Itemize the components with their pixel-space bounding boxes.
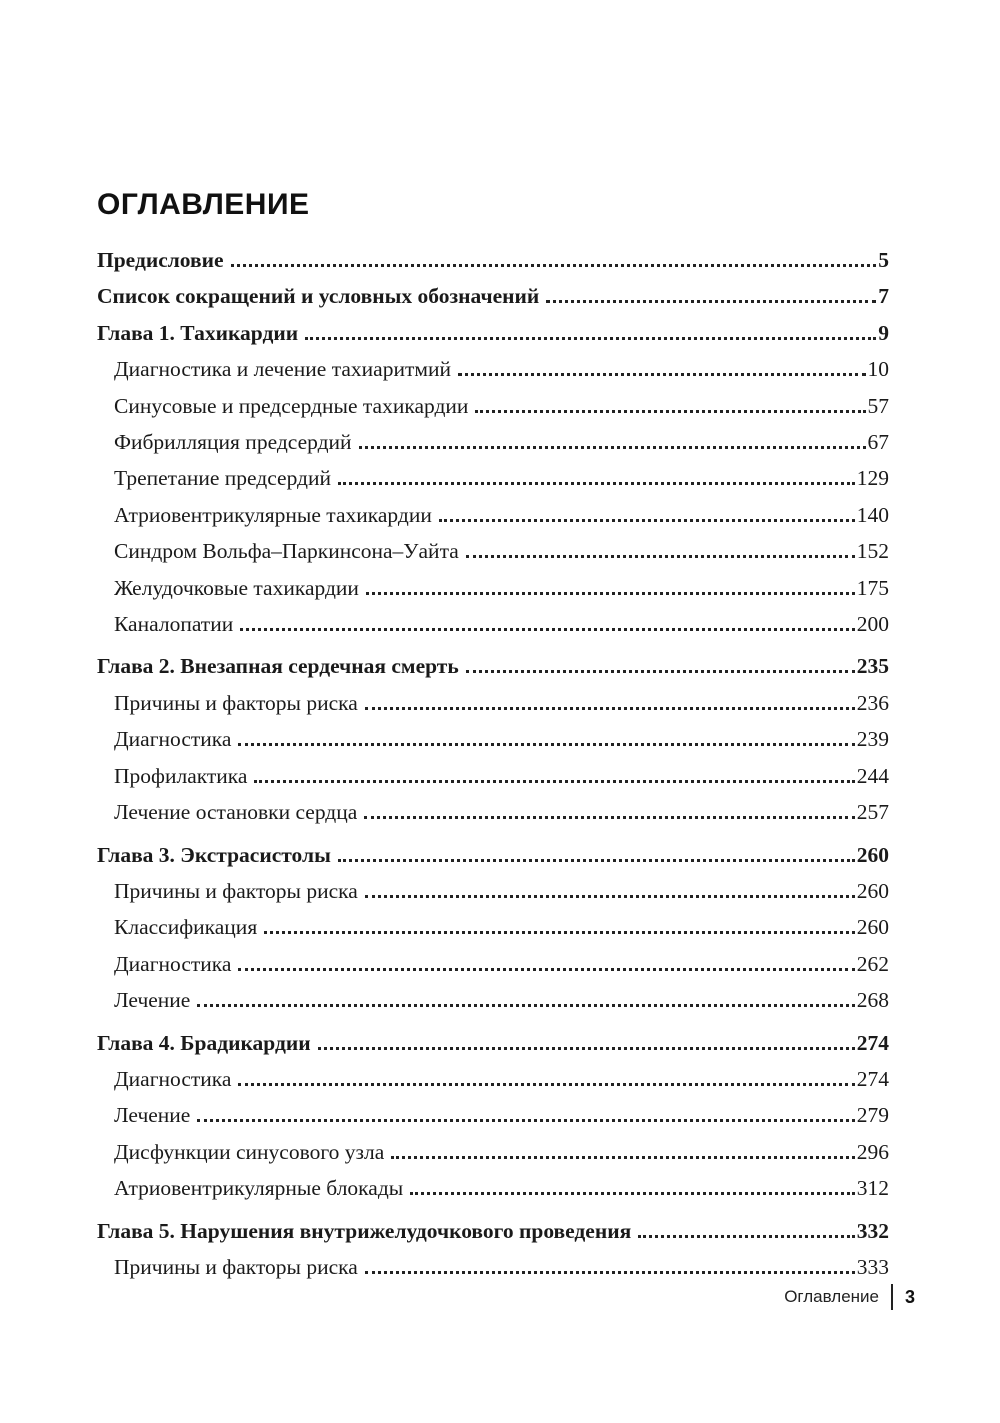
dot-leader <box>238 743 854 746</box>
toc-entry-label: Причины и факторы риска <box>114 878 358 903</box>
dot-leader <box>254 780 854 783</box>
toc-entry-label: Трепетание предсердий <box>114 466 332 491</box>
toc-entry-page: 332 <box>856 1218 889 1243</box>
toc-entry-label: Диагностика <box>114 727 232 752</box>
toc-entry-page: 140 <box>856 502 889 527</box>
dot-leader <box>366 592 855 595</box>
toc-entry-page: 236 <box>856 690 889 715</box>
toc-entry <box>97 1025 889 1061</box>
toc-entry <box>97 570 889 606</box>
toc-entry-page: 274 <box>856 1030 889 1055</box>
toc-entry-label: Фибрилляция предсердий <box>114 430 352 455</box>
page-footer <box>784 1283 915 1311</box>
toc-entry-label: Глава 2. Внезапная сердечная смерть <box>97 654 459 679</box>
toc-entry-label: Каналопатии <box>114 612 234 637</box>
toc-entry-page: 296 <box>856 1139 889 1164</box>
page-title: ОГЛАВЛЕНИЕ <box>97 188 310 221</box>
footer-page-number: 3 <box>904 1286 915 1307</box>
toc-entry <box>97 1170 889 1206</box>
dot-leader <box>466 670 855 673</box>
dot-leader <box>359 446 866 449</box>
toc-entry-page: 274 <box>856 1066 889 1091</box>
toc-entry <box>97 873 889 909</box>
toc-entry <box>97 278 889 314</box>
toc-entry <box>97 1097 889 1133</box>
dot-leader <box>458 373 866 376</box>
toc-entry-label: Глава 3. Экстрасистолы <box>97 842 331 867</box>
toc-entry <box>97 497 889 533</box>
toc-entry-page: 312 <box>856 1176 889 1201</box>
toc-entry <box>97 909 889 945</box>
toc-entry-label: Профилактика <box>114 763 248 788</box>
toc-entry <box>97 424 889 460</box>
toc-entry <box>97 533 889 569</box>
dot-leader <box>475 410 865 413</box>
toc-entry-page: 152 <box>856 539 889 564</box>
toc-entry-page: 279 <box>856 1103 889 1128</box>
toc-entry-label: Дисфункции синусового узла <box>114 1139 385 1164</box>
footer-divider <box>891 1284 893 1310</box>
dot-leader <box>365 895 855 898</box>
toc-entry <box>97 982 889 1018</box>
toc-entry-label: Атриовентрикулярные блокады <box>114 1176 404 1201</box>
toc-entry-label: Глава 4. Брадикардии <box>97 1030 311 1055</box>
toc-entry <box>97 758 889 794</box>
toc-entry-label: Причины и факторы риска <box>114 690 358 715</box>
dot-leader <box>466 555 855 558</box>
toc-entry-page: 262 <box>856 951 889 976</box>
toc-entry-page: 257 <box>856 800 889 825</box>
dot-leader <box>231 264 877 267</box>
dot-leader <box>391 1156 855 1159</box>
toc-entry-page: 67 <box>867 430 889 455</box>
toc-entry-label: Диагностика и лечение тахиаритмий <box>114 357 451 382</box>
dot-leader <box>365 1271 855 1274</box>
toc-entry-page: 10 <box>867 357 889 382</box>
toc-entry-label: Глава 1. Тахикардии <box>97 320 299 345</box>
toc-entry-label: Атриовентрикулярные тахикардии <box>114 502 432 527</box>
dot-leader <box>439 519 855 522</box>
toc-entry <box>97 648 889 684</box>
toc-entry-label: Желудочковые тахикардии <box>114 575 359 600</box>
toc-entry <box>97 721 889 757</box>
dot-leader <box>240 628 855 631</box>
toc-entry-label: Лечение остановки сердца <box>114 800 358 825</box>
toc-entry-label: Диагностика <box>114 1066 232 1091</box>
dot-leader <box>238 1083 854 1086</box>
toc-entry-page: 235 <box>856 654 889 679</box>
dot-leader <box>338 482 855 485</box>
toc-entry-page: 5 <box>878 248 889 272</box>
toc-entry-label: Синусовые и предсердные тахикардии <box>114 393 469 418</box>
toc-entry <box>97 315 889 351</box>
toc-entry <box>97 351 889 387</box>
dot-leader <box>410 1192 855 1195</box>
toc-content <box>97 188 889 1285</box>
dot-leader <box>364 816 854 819</box>
toc-entry-page: 57 <box>867 393 889 418</box>
toc-entry <box>97 685 889 721</box>
toc-entry <box>97 1061 889 1097</box>
dot-leader <box>365 707 855 710</box>
toc-entry-page: 260 <box>856 878 889 903</box>
toc-entry <box>97 837 889 873</box>
toc-entry-page: 9 <box>878 320 889 345</box>
toc-entry-label: Причины и факторы риска <box>114 1254 358 1279</box>
dot-leader <box>318 1047 855 1050</box>
dot-leader <box>638 1235 855 1238</box>
toc-entry-page: 333 <box>856 1254 889 1279</box>
toc-entry-page: 175 <box>856 575 889 600</box>
toc-entry-label: Предисловие <box>97 248 224 272</box>
toc-entry-page: 200 <box>856 612 889 637</box>
toc-entry <box>97 1213 889 1249</box>
toc-entry-label: Синдром Вольфа–Паркинсона–Уайта <box>114 539 459 564</box>
dot-leader <box>238 968 854 971</box>
toc-entry-label: Лечение <box>114 1103 191 1128</box>
toc-entry <box>97 946 889 982</box>
toc-entry-page: 129 <box>856 466 889 491</box>
toc-list <box>97 242 889 1285</box>
dot-leader <box>338 859 855 862</box>
toc-entry <box>97 606 889 642</box>
dot-leader <box>197 1119 854 1122</box>
toc-entry <box>97 388 889 424</box>
toc-entry-label: Диагностика <box>114 951 232 976</box>
toc-entry-page: 7 <box>878 284 889 309</box>
toc-entry <box>97 242 889 278</box>
toc-entry-label: Список сокращений и условных обозначений <box>97 284 540 309</box>
toc-entry-page: 268 <box>856 988 889 1013</box>
toc-entry-label: Лечение <box>114 988 191 1013</box>
dot-leader <box>305 337 876 340</box>
toc-entry-label: Глава 5. Нарушения внутрижелудочкового проведения <box>97 1218 632 1243</box>
toc-entry-page: 239 <box>856 727 889 752</box>
toc-entry-page: 244 <box>856 763 889 788</box>
toc-entry-page: 260 <box>856 915 889 940</box>
toc-entry <box>97 1134 889 1170</box>
dot-leader <box>264 931 855 934</box>
dot-leader <box>546 300 876 303</box>
footer-section-label: Оглавление <box>784 1287 879 1306</box>
toc-entry-label: Классификация <box>114 915 258 940</box>
toc-entry <box>97 460 889 496</box>
toc-entry-page: 260 <box>856 842 889 867</box>
toc-entry <box>97 794 889 830</box>
dot-leader <box>197 1004 854 1007</box>
toc-entry <box>97 1249 889 1285</box>
